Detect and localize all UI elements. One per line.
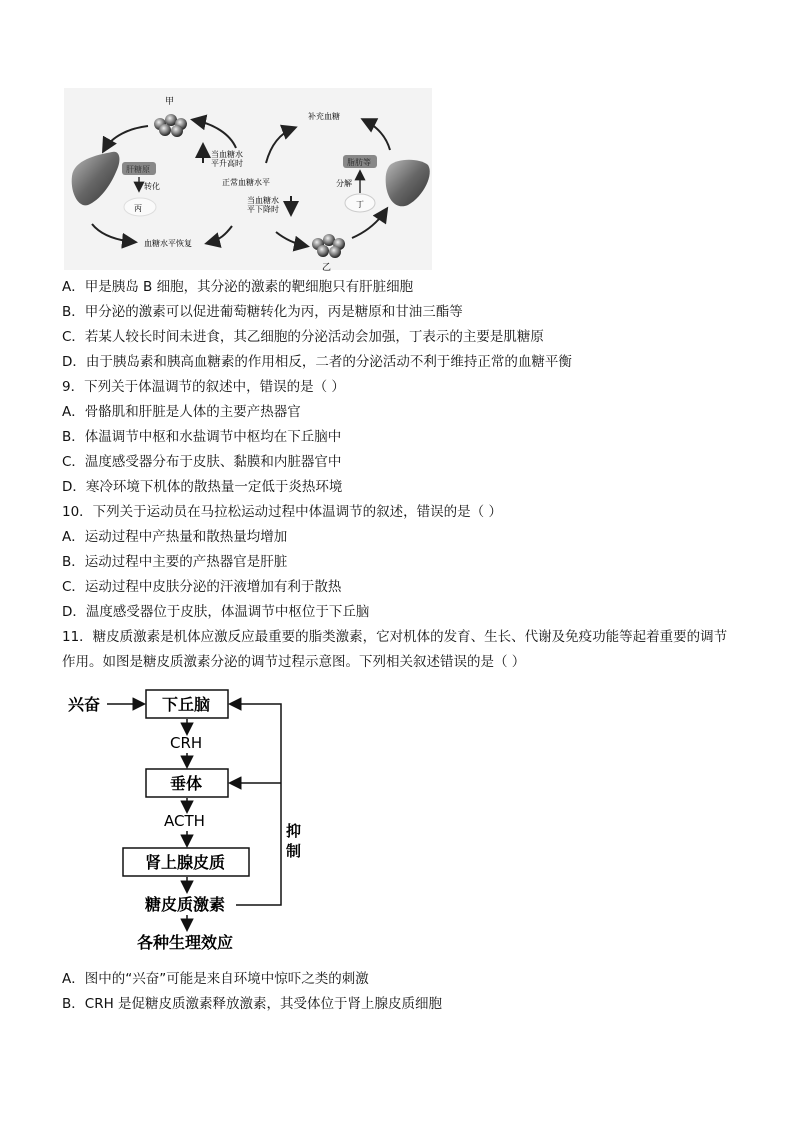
- restore-label: 血糖水平恢复: [144, 239, 192, 248]
- ding-label: 丁: [356, 200, 364, 209]
- q8-option-d: D．由于胰岛素和胰高血糖素的作用相反，二者的分泌活动不利于维持正常的血糖平衡: [62, 354, 572, 370]
- q11-option-a: A．图中的“兴奋”可能是来自环境中惊吓之类的刺激: [62, 971, 369, 987]
- adrenal-cortex-label: 肾上腺皮质: [145, 853, 226, 872]
- fenjie-label: 分解: [336, 179, 352, 188]
- jia-label: 甲: [165, 97, 175, 107]
- crh-label: CRH: [170, 734, 203, 752]
- q10-option-a: A．运动过程中产热量和散热量均增加: [62, 529, 288, 545]
- q9-option-a: A．骨骼肌和肝脏是人体的主要产热器官: [62, 404, 301, 420]
- supplement-label: 补充血糖: [308, 112, 340, 121]
- q9-option-d: D．寒冷环境下机体的散热量一定低于炎热环境: [62, 479, 343, 495]
- fall-label-1: 当血糖水: [247, 196, 279, 205]
- q10-option-b: B．运动过程中主要的产热器官是肝脏: [62, 554, 288, 570]
- q8-option-a: A．甲是胰岛 B 细胞，其分泌的激素的靶细胞只有肝脏细胞: [62, 279, 414, 295]
- q10-option-c: C．运动过程中皮肤分泌的汗液增加有利于散热: [62, 579, 342, 595]
- q8-option-c: C．若某人较长时间未进食，其乙细胞的分泌活动会加强，丁表示的主要是肌糖原: [62, 329, 544, 345]
- q8-option-b: B．甲分泌的激素可以促进葡萄糖转化为丙，丙是糖原和甘油三酯等: [62, 304, 463, 320]
- yi-label: 乙: [322, 263, 332, 273]
- effects-label: 各种生理效应: [137, 933, 234, 952]
- q11-stem: 11．糖皮质激素是机体应激反应最重要的脂类激素，它对机体的发育、生长、代谢及免疫功能等起着重要的调节作用。如图是糖皮质激素分泌的调节过程示意图。下列相关叙述错误的是（ ）: [62, 629, 728, 670]
- q10-stem: 10．下列关于运动员在马拉松运动过程中体温调节的叙述，错误的是（ ）: [62, 504, 502, 520]
- excite-label: 兴奋: [68, 695, 101, 714]
- bing-label: 丙: [134, 204, 142, 213]
- inhibit-label-2: 制: [286, 842, 302, 860]
- hypothalamus-label: 下丘脑: [162, 695, 211, 714]
- inhibit-label-1: 抑: [286, 822, 302, 840]
- fall-label-2: 平下降时: [247, 205, 279, 214]
- normal-level-label: 正常血糖水平: [222, 178, 270, 187]
- q9-option-b: B．体温调节中枢和水盐调节中枢均在下丘脑中: [62, 429, 342, 445]
- raise-label-1: 当血糖水: [211, 150, 243, 159]
- q11-option-b: B．CRH 是促糖皮质激素释放激素，其受体位于肾上腺皮质细胞: [62, 996, 443, 1012]
- q9-option-c: C．温度感受器分布于皮肤、黏膜和内脏器官中: [62, 454, 342, 470]
- q9-stem: 9．下列关于体温调节的叙述中，错误的是（ ）: [62, 379, 345, 395]
- pituitary-label: 垂体: [170, 774, 203, 793]
- glycogen-label: 肝糖原: [126, 165, 150, 174]
- q10-option-d: D．温度感受器位于皮肤，体温调节中枢位于下丘脑: [62, 604, 370, 620]
- raise-label-2: 平升高时: [211, 159, 243, 168]
- glucocorticoid-label: 糖皮质激素: [145, 895, 226, 914]
- zhuanhua-label: 转化: [144, 182, 160, 191]
- acth-label: ACTH: [164, 812, 205, 830]
- zhifang-label: 脂肪等: [347, 158, 371, 167]
